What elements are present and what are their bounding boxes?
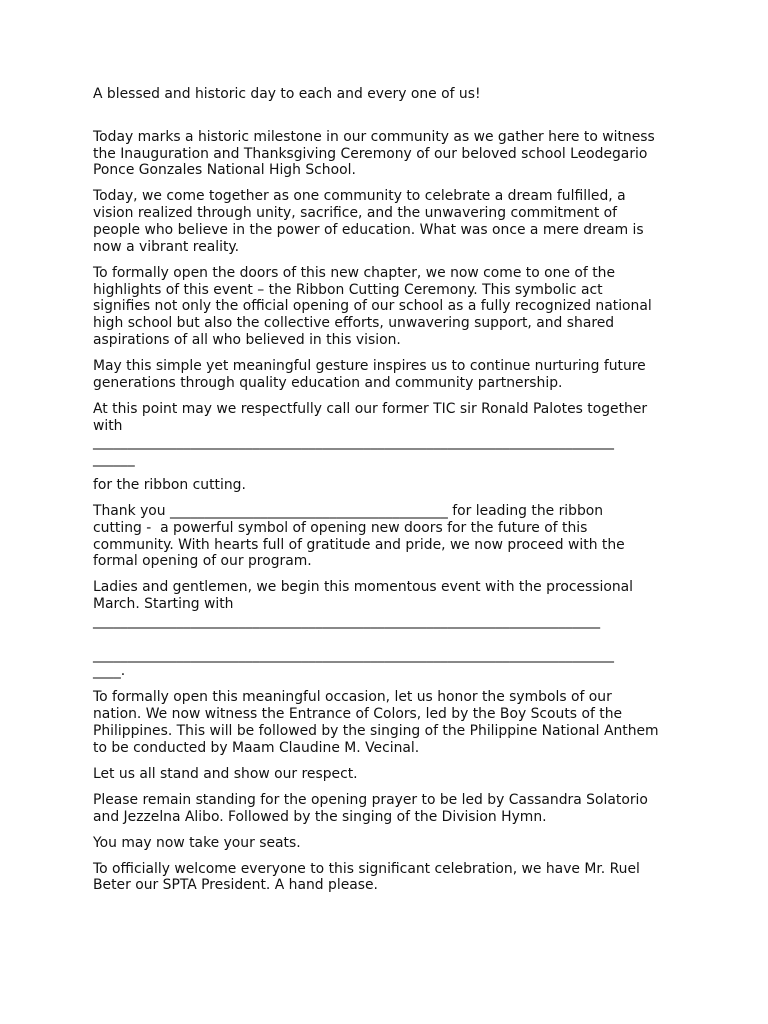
ribbon-cutting-paragraph: for the ribbon cutting.	[93, 477, 246, 494]
document-page	[93, 86, 678, 903]
community-paragraph: Today, we come together as one community to celebrate a dream fulfilled, a vision realized through unity, sacrifice, and the unwavering commitment of people who believe in the power of education. What was once a mere dream is now a vibrant reality.	[93, 188, 644, 255]
opening-prayer-paragraph: Please remain standing for the opening prayer to be led by Cassandra Solatorio and Jezzelna Alibo. Followed by the singing of the Division Hymn.	[93, 791, 648, 825]
entrance-of-colors-paragraph: To formally open this meaningful occasion, let us honor the symbols of our nation. We now witness the Entrance of Colors, led by the Boy Scouts of the Philippines. This will be followed by the singing of the Philippine National Anthem to be conducted by Maam Claudine M. Vecinal.	[93, 689, 659, 756]
milestone-paragraph: Today marks a historic milestone in our community as we gather here to witness the Inauguration and Thanksgiving Ceremony of our beloved school Leodegario Ponce Gonzales National High School.	[93, 128, 655, 179]
welcome-paragraph: To officially welcome everyone to this significant celebration, we have Mr. Ruel Beter our SPTA President. A hand please.	[93, 860, 640, 894]
thank-you-paragraph: Thank you ________________________________________ for leading the ribbon cutting - a powerful symbol of opening new doors for the future of this community. With hearts full of gratitude and pride, we now proceed with the formal opening of our program.	[93, 503, 625, 570]
call-tic-paragraph: At this point may we respectfully call our former TIC sir Ronald Palotes together with ___________________________________________________________________________ ______	[93, 400, 648, 468]
processional-paragraph: Ladies and gentlemen, we begin this momentous event with the processional March. Starting with _________________________________________________________________________ ___________________________________________________________________________ ____.	[93, 579, 634, 680]
ribbon-cutting-intro-paragraph: To formally open the doors of this new chapter, we now come to one of the highlights of this event – the Ribbon Cutting Ceremony. This symbolic act signifies not only the official opening of our school as a fully recognized national high school but also the collective efforts, unwavering support, and shared aspirations of all who believed in this vision.	[93, 264, 652, 348]
stand-paragraph: Let us all stand and show our respect.	[93, 765, 358, 782]
gesture-paragraph: May this simple yet meaningful gesture inspires us to continue nurturing future generations through quality education and community partnership.	[93, 357, 646, 391]
take-seats-paragraph: You may now take your seats.	[93, 834, 301, 851]
greeting-paragraph: A blessed and historic day to each and every one of us!	[93, 86, 481, 102]
